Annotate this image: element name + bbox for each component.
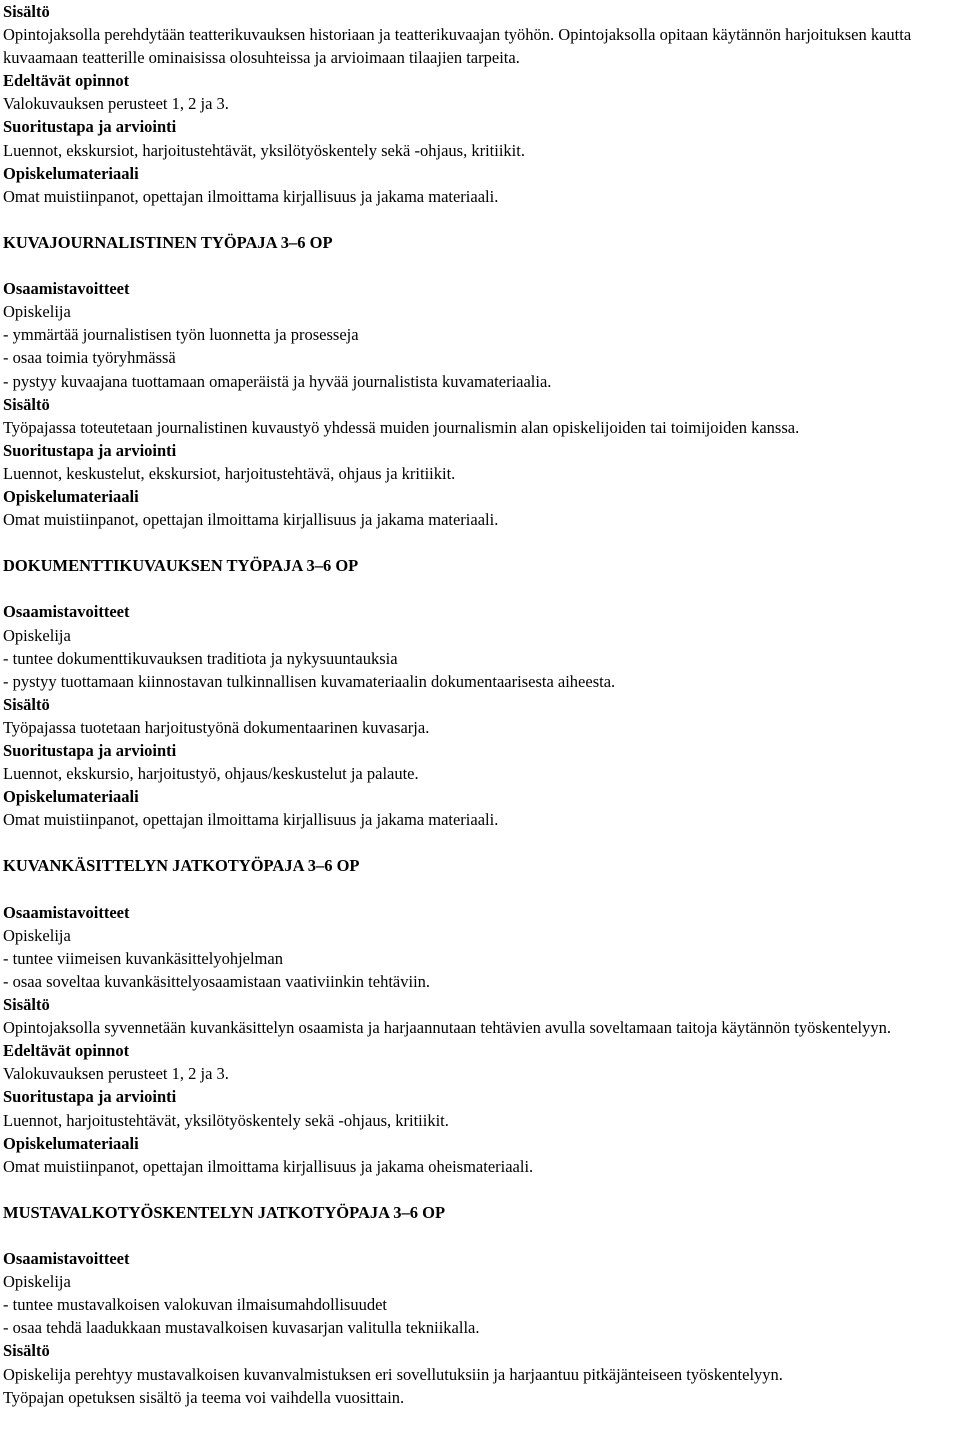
study-material-label: Opiskelumateriaali	[3, 1133, 139, 1153]
goal-item: - tuntee viimeisen kuvankäsittelyohjelman	[3, 948, 283, 968]
section-heading: DOKUMENTTIKUVAUKSEN TYÖPAJA 3–6 OP	[3, 556, 359, 576]
student-label: Opiskelija	[3, 302, 71, 322]
goal-item: - pystyy tuottamaan kiinnostavan tulkinnallisen kuvamateriaalin dokumentaarisesta aiheesta.	[3, 671, 616, 691]
completion-label: Suoritustapa ja arviointi	[3, 1087, 177, 1107]
goal-item: - ymmärtää journalistisen työn luonnetta ja prosesseja	[3, 325, 359, 345]
section-mustavalkotyoskentely	[3, 1201, 958, 1409]
completion-label: Suoritustapa ja arviointi	[3, 741, 177, 760]
content-label: Sisältö	[3, 2, 50, 21]
content-label: Sisältö	[3, 1341, 50, 1361]
study-material-text: Omat muistiinpanot, opettajan ilmoittama kirjallisuus ja jakama materiaali.	[3, 186, 499, 206]
content-text: Opintojaksolla perehdytään teatterikuvauksen historiaan ja teatterikuvaajan työhön. Opintojaksolla opitaan käytännön harjoituksen kautta kuvaamaan teatterille ominaisissa olosuhteissa ja arvioimaan tilaajien tarpeita.	[3, 25, 912, 68]
study-material-text: Omat muistiinpanot, opettajan ilmoittama kirjallisuus ja jakama materiaali.	[3, 810, 499, 830]
completion-text: Luennot, keskustelut, ekskursiot, harjoitustehtävä, ohjaus ja kritiikit.	[3, 463, 456, 483]
section-heading: KUVANKÄSITTELYN JATKOTYÖPAJA 3–6 OP	[3, 856, 360, 876]
goal-item: - osaa soveltaa kuvankäsittelyosaamistaan vaativiinkin tehtäviin.	[3, 971, 431, 991]
content-label: Sisältö	[3, 995, 50, 1015]
prerequisites-label: Edeltävät opinnot	[3, 71, 130, 91]
prerequisites-label: Edeltävät opinnot	[3, 1041, 130, 1061]
section-kuvajournalistinen	[3, 231, 958, 531]
content-label: Sisältö	[3, 694, 50, 714]
content-text: Työpajassa toteutetaan journalistinen kuvaustyö yhdessä muiden journalismin alan opiskelijoiden tai toimijoiden kanssa.	[3, 417, 800, 437]
content-text: Opintojaksolla syvennetään kuvankäsittelyn osaamista ja harjaannutaan tehtävien avulla soveltamaan taitoja käytännön työskentelyyn.	[3, 1018, 891, 1038]
learning-outcomes-label: Osaamistavoitteet	[3, 902, 130, 922]
goal-item: - osaa toimia työryhmässä	[3, 348, 176, 368]
content-text: Opiskelija perehtyy mustavalkoisen kuvanvalmistuksen eri sovellutuksiin ja harjaantuu pitkäjänteiseen työskentelyyn.	[3, 1364, 783, 1384]
goal-item: - tuntee dokumenttikuvauksen traditiota ja nykysuuntauksia	[3, 648, 398, 668]
section-dokumenttikuvaus	[3, 554, 958, 831]
study-material-text: Omat muistiinpanot, opettajan ilmoittama kirjallisuus ja jakama materiaali.	[3, 510, 499, 530]
student-label: Opiskelija	[3, 625, 71, 645]
completion-text: Luennot, harjoitustehtävät, yksilötyöskentely sekä -ohjaus, kritiikit.	[3, 1110, 449, 1130]
learning-outcomes-label: Osaamistavoitteet	[3, 602, 130, 622]
completion-label: Suoritustapa ja arviointi	[3, 440, 177, 460]
goal-item: - tuntee mustavalkoisen valokuvan ilmaisumahdollisuudet	[3, 1295, 388, 1315]
completion-label: Suoritustapa ja arviointi	[3, 117, 177, 137]
content-label: Sisältö	[3, 394, 50, 414]
section-teatterikuvaus-continuation	[3, 0, 958, 208]
learning-outcomes-label: Osaamistavoitteet	[3, 1249, 130, 1269]
learning-outcomes-label: Osaamistavoitteet	[3, 279, 130, 299]
goal-item: - pystyy kuvaajana tuottamaan omaperäistä ja hyvää journalistista kuvamateriaalia.	[3, 371, 552, 391]
content-text: Työpajan opetuksen sisältö ja teema voi vaihdella vuosittain.	[3, 1387, 405, 1407]
completion-text: Luennot, ekskursio, harjoitustyö, ohjaus/keskustelut ja palaute.	[3, 764, 419, 784]
student-label: Opiskelija	[3, 925, 71, 945]
goal-item: - osaa tehdä laadukkaan mustavalkoisen kuvasarjan valitulla tekniikalla.	[3, 1318, 480, 1338]
student-label: Opiskelija	[3, 1272, 71, 1292]
study-material-label: Opiskelumateriaali	[3, 787, 139, 807]
study-material-text: Omat muistiinpanot, opettajan ilmoittama kirjallisuus ja jakama oheismateriaali.	[3, 1156, 534, 1176]
prerequisites-text: Valokuvauksen perusteet 1, 2 ja 3.	[3, 94, 229, 114]
section-heading: MUSTAVALKOTYÖSKENTELYN JATKOTYÖPAJA 3–6 OP	[3, 1202, 446, 1222]
prerequisites-text: Valokuvauksen perusteet 1, 2 ja 3.	[3, 1064, 229, 1084]
completion-text: Luennot, ekskursiot, harjoitustehtävät, yksilötyöskentely sekä -ohjaus, kritiikit.	[3, 140, 525, 160]
section-kuvankasittely	[3, 854, 958, 1177]
study-material-label: Opiskelumateriaali	[3, 486, 139, 506]
document-page	[3, 0, 958, 1409]
section-heading: KUVAJOURNALISTINEN TYÖPAJA 3–6 OP	[3, 232, 333, 252]
study-material-label: Opiskelumateriaali	[3, 163, 139, 183]
content-text: Työpajassa tuotetaan harjoitustyönä dokumentaarinen kuvasarja.	[3, 717, 430, 737]
